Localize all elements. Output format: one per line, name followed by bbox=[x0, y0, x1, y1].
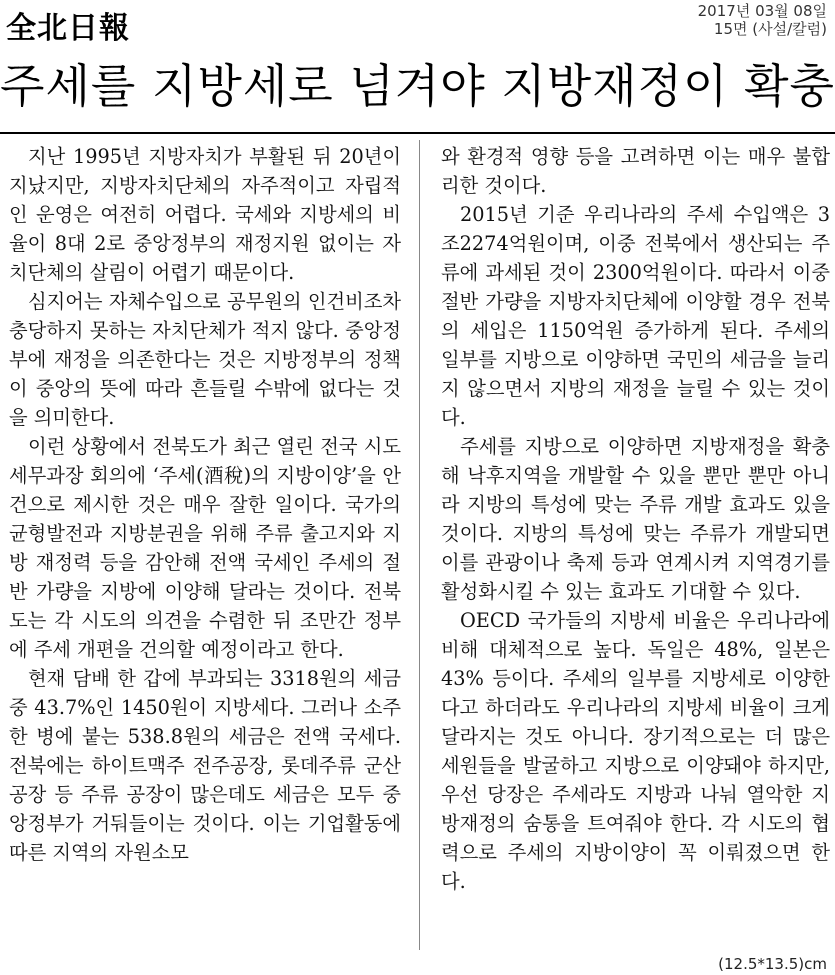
article-column-right bbox=[441, 142, 830, 896]
article-column-left bbox=[9, 142, 401, 867]
paragraph: 지난 1995년 지방자치가 부활된 뒤 20년이 지났지만, 지방자치단체의 자주적이고 자립적인 운영은 여전히 어렵다. 국세와 지방세의 비율이 8대 2로 중앙정부의 재정지원 없이는 자치단체의 살림이 어렵기 때문이다. bbox=[9, 145, 401, 284]
article-headline: 주세를 지방세로 넘겨야 지방재정이 확충 bbox=[0, 59, 835, 113]
paragraph: OECD 국가들의 지방세 비율은 우리나라에 비해 대체적으로 높다. 독일은 48%, 일본은 43% 등이다. 주세의 일부를 지방세로 이양한다고 하더라도 우리나라의 지방세 비율이 크게 달라지는 것도 아니다. 장기적으로는 더 많은 세원들을 발굴하고 지방으로 이양돼야 하지만, 우선 당장은 주세라도 지방과 나눠 열악한 지방재정의 숨통을 트여줘야 한다. 각 시도의 협력으로 주세의 지방이양이 꼭 이뤄졌으면 한다. bbox=[441, 609, 830, 893]
newspaper-masthead: 全北日報 bbox=[6, 11, 130, 46]
page-section: 15면 (사설/칼럼) bbox=[713, 20, 827, 38]
publication-date: 2017년 03월 08일 bbox=[697, 2, 827, 20]
paragraph: 이런 상황에서 전북도가 최근 열린 전국 시도 세무과장 회의에 ‘주세(酒稅)의 지방이양’을 안건으로 제시한 것은 매우 잘한 일이다. 국가의 균형발전과 지방분권을 위해 주류 출고지와 지방 재정력 등을 감안해 전액 국세인 주세의 절반 가량을 지방에 이양해 달라는 것이다. 전북도는 각 시도의 의견을 수렴한 뒤 조만간 정부에 주세 개편을 건의할 예정이라고 한다. bbox=[9, 435, 401, 661]
paragraph: 주세를 지방으로 이양하면 지방재정을 확충해 낙후지역을 개발할 수 있을 뿐만 뿐만 아니라 지방의 특성에 맞는 주류 개발 효과도 있을 것이다. 지방의 특성에 맞는 주류가 개발되면 이를 관광이나 축제 등과 연계시켜 지역경기를 활성화시킬 수 있는 효과도 기대할 수 있다. bbox=[441, 435, 830, 603]
headline-rule bbox=[0, 132, 835, 134]
paragraph: 현재 담배 한 갑에 부과되는 3318원의 세금 중 43.7%인 1450원이 지방세다. 그러나 소주 한 병에 붙는 538.8원의 세금은 전액 국세다. 전북에는 하이트맥주 전주공장, 롯데주류 군산공장 등 주류 공장이 많은데도 세금은 모두 중앙정부가 거둬들이는 것이다. 이는 기업활동에 따른 지역의 자원소모 bbox=[9, 667, 401, 864]
paragraph-continuation: 와 환경적 영향 등을 고려하면 이는 매우 불합리한 것이다. bbox=[441, 145, 830, 197]
article-meta bbox=[698, 2, 827, 38]
column-divider bbox=[419, 140, 420, 950]
paragraph: 심지어는 자체수입으로 공무원의 인건비조차 충당하지 못하는 자치단체가 적지 않다. 중앙정부에 재정을 의존한다는 것은 지방정부의 정책이 중앙의 뜻에 따라 흔들릴 수밖에 없다는 것을 의미한다. bbox=[9, 290, 401, 429]
clipping-size-note: (12.5*13.5)cm bbox=[718, 955, 827, 973]
paragraph: 2015년 기준 우리나라의 주세 수입액은 3조2274억원이며, 이중 전북에서 생산되는 주류에 과세된 것이 2300억원이다. 따라서 이중 절반 가량을 지방자치단체에 이양할 경우 전북의 세입은 1150억원 증가하게 된다. 주세의 일부를 지방으로 이양하면 국민의 세금을 늘리지 않으면서 지방의 재정을 늘릴 수 있는 것이다. bbox=[441, 203, 830, 429]
